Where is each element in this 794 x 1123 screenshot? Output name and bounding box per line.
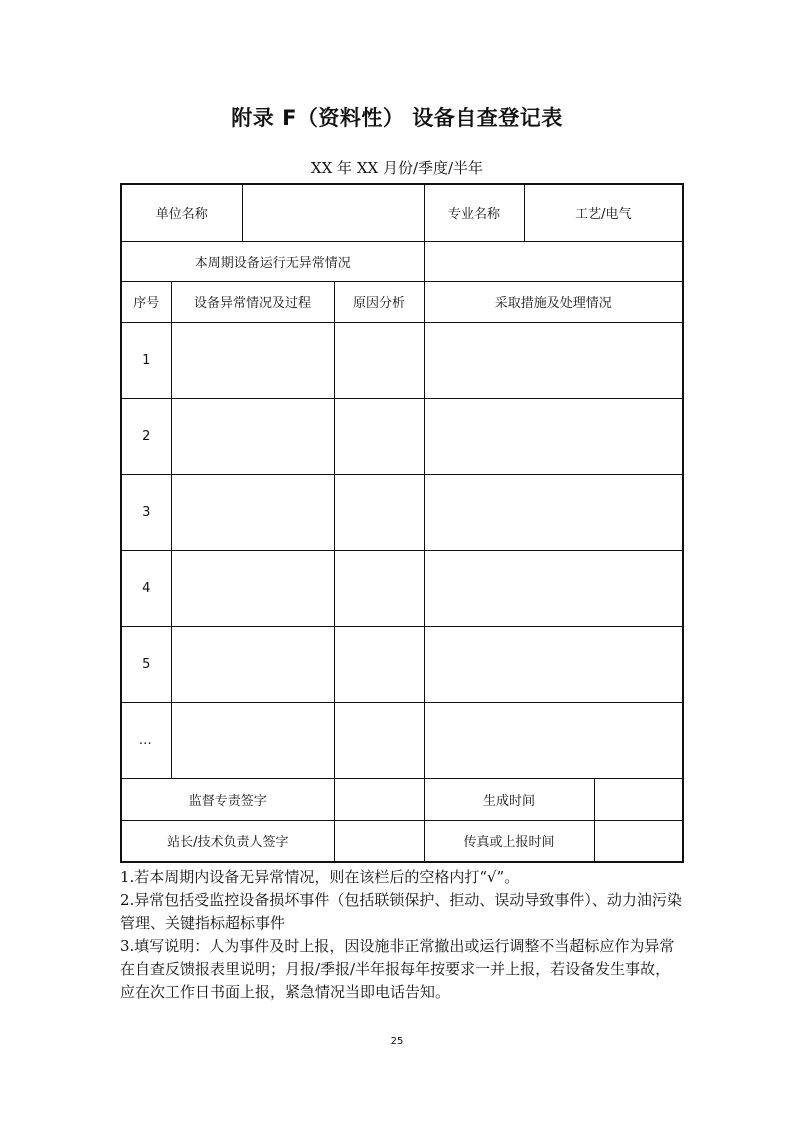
cause-cell[interactable] — [334, 322, 424, 398]
note-item: 3.填写说明：人为事件及时上报，因设施非正常撤出或运行调整不当超标应作为异常在自查反馈报表里说明；月报/季报/半年报每年按要求一并上报，若设备发生事故，应在次工作日书面上报，紧急情况当即电话告知。 — [120, 937, 675, 1001]
page-title: 附录 F（资料性） 设备自查登记表 — [231, 106, 563, 130]
cause-cell[interactable] — [334, 398, 424, 474]
measures-cell[interactable] — [424, 322, 683, 398]
report-time-field[interactable] — [594, 820, 683, 862]
table-row — [121, 702, 683, 778]
cause-cell[interactable] — [334, 626, 424, 702]
notes-section — [120, 866, 682, 1004]
measures-cell[interactable] — [424, 474, 683, 550]
unit-name-label: 单位名称 — [121, 184, 242, 241]
no-anomaly-checkbox-cell[interactable] — [424, 241, 683, 281]
cause-cell[interactable] — [334, 702, 424, 778]
row-number: 2 — [121, 398, 171, 474]
table-row — [121, 398, 683, 474]
chief-sign-field[interactable] — [334, 820, 424, 862]
anomaly-cell[interactable] — [171, 322, 334, 398]
no-anomaly-label: 本周期设备运行无异常情况 — [121, 241, 424, 281]
header-serial: 序号 — [121, 281, 171, 322]
note-item: 2.异常包括受监控设备损坏事件（包括联锁保护、拒动、误动导致事件）、动力油污染管理、关键指标超标事件 — [120, 891, 682, 932]
table-row — [121, 474, 683, 550]
unit-name-field[interactable] — [242, 184, 424, 241]
cause-cell[interactable] — [334, 474, 424, 550]
measures-cell[interactable] — [424, 398, 683, 474]
anomaly-cell[interactable] — [171, 550, 334, 626]
measures-cell[interactable] — [424, 550, 683, 626]
header-cause: 原因分析 — [334, 281, 424, 322]
report-time-label: 传真或上报时间 — [424, 820, 594, 862]
cause-cell[interactable] — [334, 550, 424, 626]
period-line: XX 年 XX 月份/季度/半年 — [310, 159, 484, 177]
specialty-value[interactable]: 工艺/电气 — [524, 184, 683, 241]
self-inspection-form — [120, 183, 684, 863]
table-row — [121, 322, 683, 398]
specialty-label: 专业名称 — [424, 184, 524, 241]
table-row — [121, 550, 683, 626]
header-measures: 采取措施及处理情况 — [424, 281, 683, 322]
supervisor-sign-label: 监督专责签字 — [121, 778, 334, 820]
anomaly-cell[interactable] — [171, 398, 334, 474]
generate-time-field[interactable] — [594, 778, 683, 820]
table-row — [121, 626, 683, 702]
row-number: 1 — [121, 322, 171, 398]
row-number-ellipsis: … — [121, 702, 171, 778]
generate-time-label: 生成时间 — [424, 778, 594, 820]
header-anomaly: 设备异常情况及过程 — [171, 281, 334, 322]
row-number: 4 — [121, 550, 171, 626]
measures-cell[interactable] — [424, 626, 683, 702]
anomaly-cell[interactable] — [171, 626, 334, 702]
chief-sign-label: 站长/技术负责人签字 — [121, 820, 334, 862]
measures-cell[interactable] — [424, 702, 683, 778]
supervisor-sign-field[interactable] — [334, 778, 424, 820]
anomaly-cell[interactable] — [171, 474, 334, 550]
note-item: 1.若本周期内设备无异常情况，则在该栏后的空格内打“√”。 — [120, 868, 520, 886]
row-number: 3 — [121, 474, 171, 550]
page-number: 25 — [390, 1036, 404, 1047]
anomaly-cell[interactable] — [171, 702, 334, 778]
row-number: 5 — [121, 626, 171, 702]
